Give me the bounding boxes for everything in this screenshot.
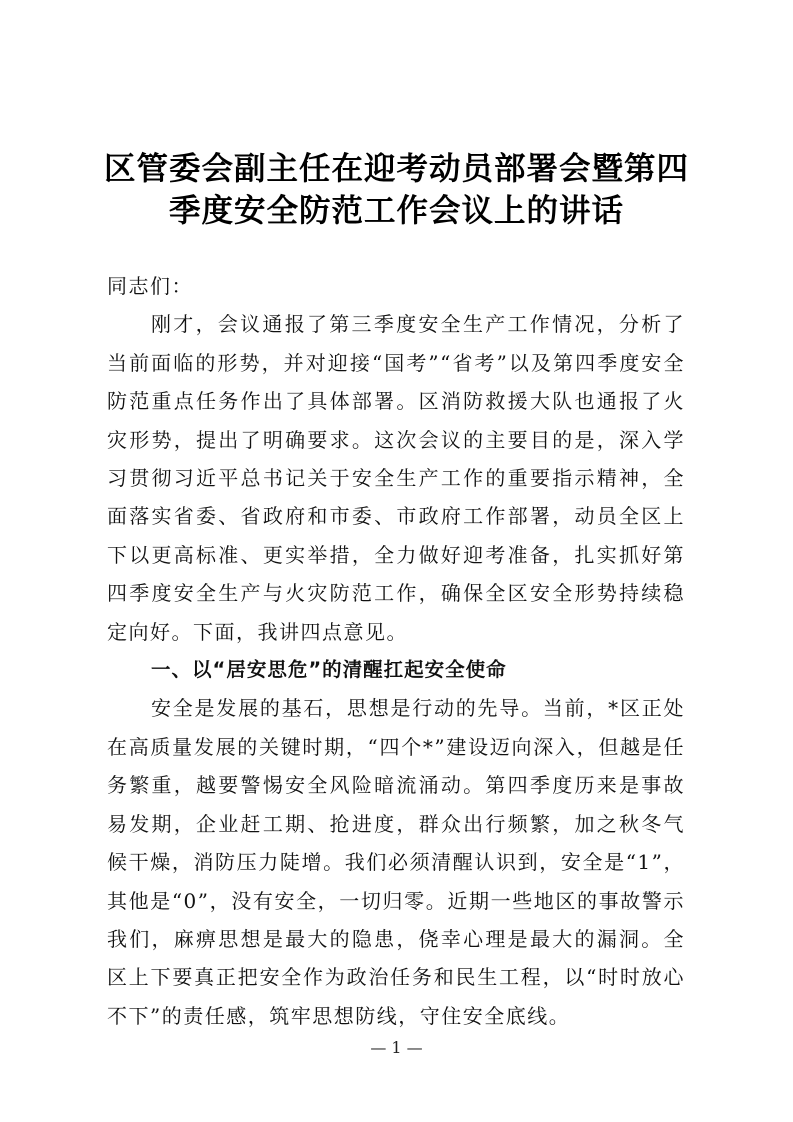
section-heading-1: 一、以“居安思危”的清醒扛起安全使命 xyxy=(151,658,507,682)
title-line-1: 区管委会副主任在迎考动员部署会暨第四 xyxy=(103,151,689,187)
paragraph-intro: 刚才，会议通报了第三季度安全生产工作情况，分析了当前面临的形势，并对迎接“国考”“省考”以及第四季度安全防范重点任务作出了具体部署。区消防救援大队也通报了火灾形势，提出了明确要求。这次会议的主要目的是，深入学习贯彻习近平总书记关于安全生产工作的重要指示精神，全面落实省委、省政府和市委、市政府工作部署，动员全区上下以更高标准、更实举措，全力做好迎考准备，扎实抓好第四季度安全生产与火灾防范工作，确保全区安全形势持续稳定向好。下面，我讲四点意见。 xyxy=(107,312,685,644)
document-body xyxy=(107,267,685,1035)
page-number: — 1 — xyxy=(370,1038,423,1057)
salutation: 同志们： xyxy=(107,274,193,298)
title-line-2: 季度安全防范工作会议上的讲话 xyxy=(168,193,624,229)
document-title xyxy=(100,148,693,232)
paragraph-section-1: 安全是发展的基石，思想是行动的先导。当前，*区正处在高质量发展的关键时期，“四个*”建设迈向深入，但越是任务繁重，越要警惕安全风险暗流涌动。第四季度历来是事故易发期，企业赶工期、抢进度，群众出行频繁，加之秋冬气候干燥，消防压力陡增。我们必须清醒认识到，安全是“1”，其他是“0”，没有安全，一切归零。近期一些地区的事故警示我们，麻痹思想是最大的隐患，侥幸心理是最大的漏洞。全区上下要真正把安全作为政治任务和民生工程，以“时时放心不下”的责任感，筑牢思想防线，守住安全底线。 xyxy=(107,696,685,1028)
